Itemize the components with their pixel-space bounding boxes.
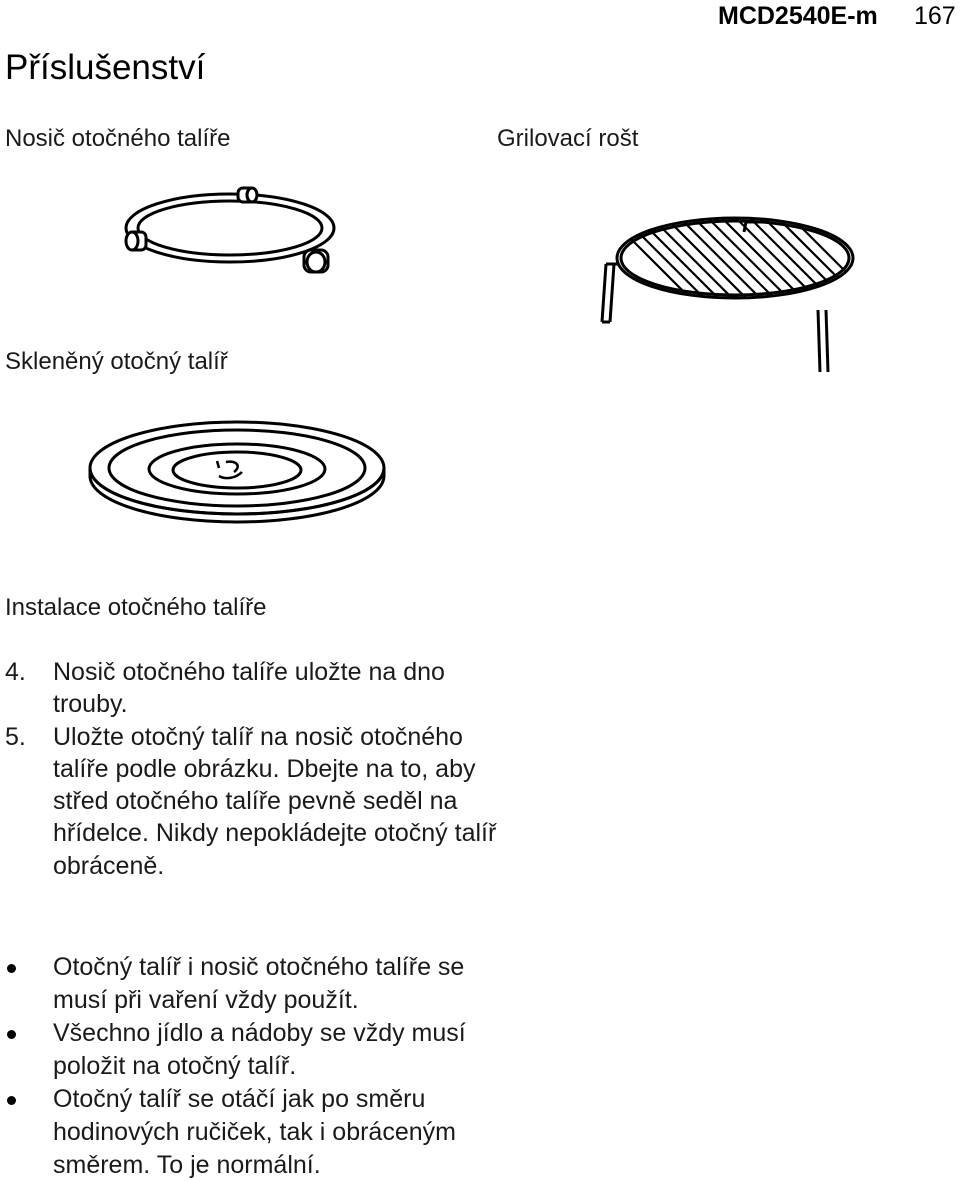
bullet-icon — [7, 1096, 16, 1105]
note-text: Otočný talíř i nosič otočného talíře se musí při vaření vždy použít. — [53, 953, 465, 1014]
glass-turntable-label: Skleněný otočný talíř — [5, 348, 228, 375]
step-item — [5, 656, 525, 721]
bullet-icon — [7, 964, 16, 973]
step-text: Uložte otočný talíř na nosič otočného talíře podle obrázku. Dbejte na to, aby střed otočného talíře pevně seděl na hřídelce. Nikdy nepokládejte otočný talíř obráceně. — [53, 722, 497, 880]
grill-rack-label: Grilovací rošt — [497, 125, 639, 152]
note-text: Otočný talíř se otáčí jak po směru hodinových ručiček, tak i obráceným směrem. To je normální. — [53, 1085, 456, 1179]
note-item — [5, 1017, 525, 1083]
glass-turntable-illustration — [84, 410, 394, 540]
step-number: 4. — [5, 658, 26, 686]
bullet-icon — [7, 1030, 16, 1039]
step-text: Nosič otočného talíře uložte na dno trouby. — [53, 658, 445, 719]
installation-steps — [5, 656, 525, 882]
turntable-support-illustration — [118, 180, 358, 290]
model-number: MCD2540E-m — [718, 2, 878, 30]
note-item — [5, 1083, 525, 1182]
turntable-support-label: Nosič otočného talíře — [5, 125, 231, 152]
step-item — [5, 721, 525, 882]
note-item — [5, 951, 525, 1017]
step-number: 5. — [5, 722, 26, 751]
grill-rack-illustration — [592, 210, 872, 375]
page-title: Příslušenství — [5, 48, 206, 87]
installation-heading: Instalace otočného talíře — [5, 594, 267, 621]
notes-list — [5, 951, 525, 1182]
page-number: 167 — [914, 2, 956, 30]
note-text: Všechno jídlo a nádoby se vždy musí položit na otočný talíř. — [53, 1019, 466, 1080]
